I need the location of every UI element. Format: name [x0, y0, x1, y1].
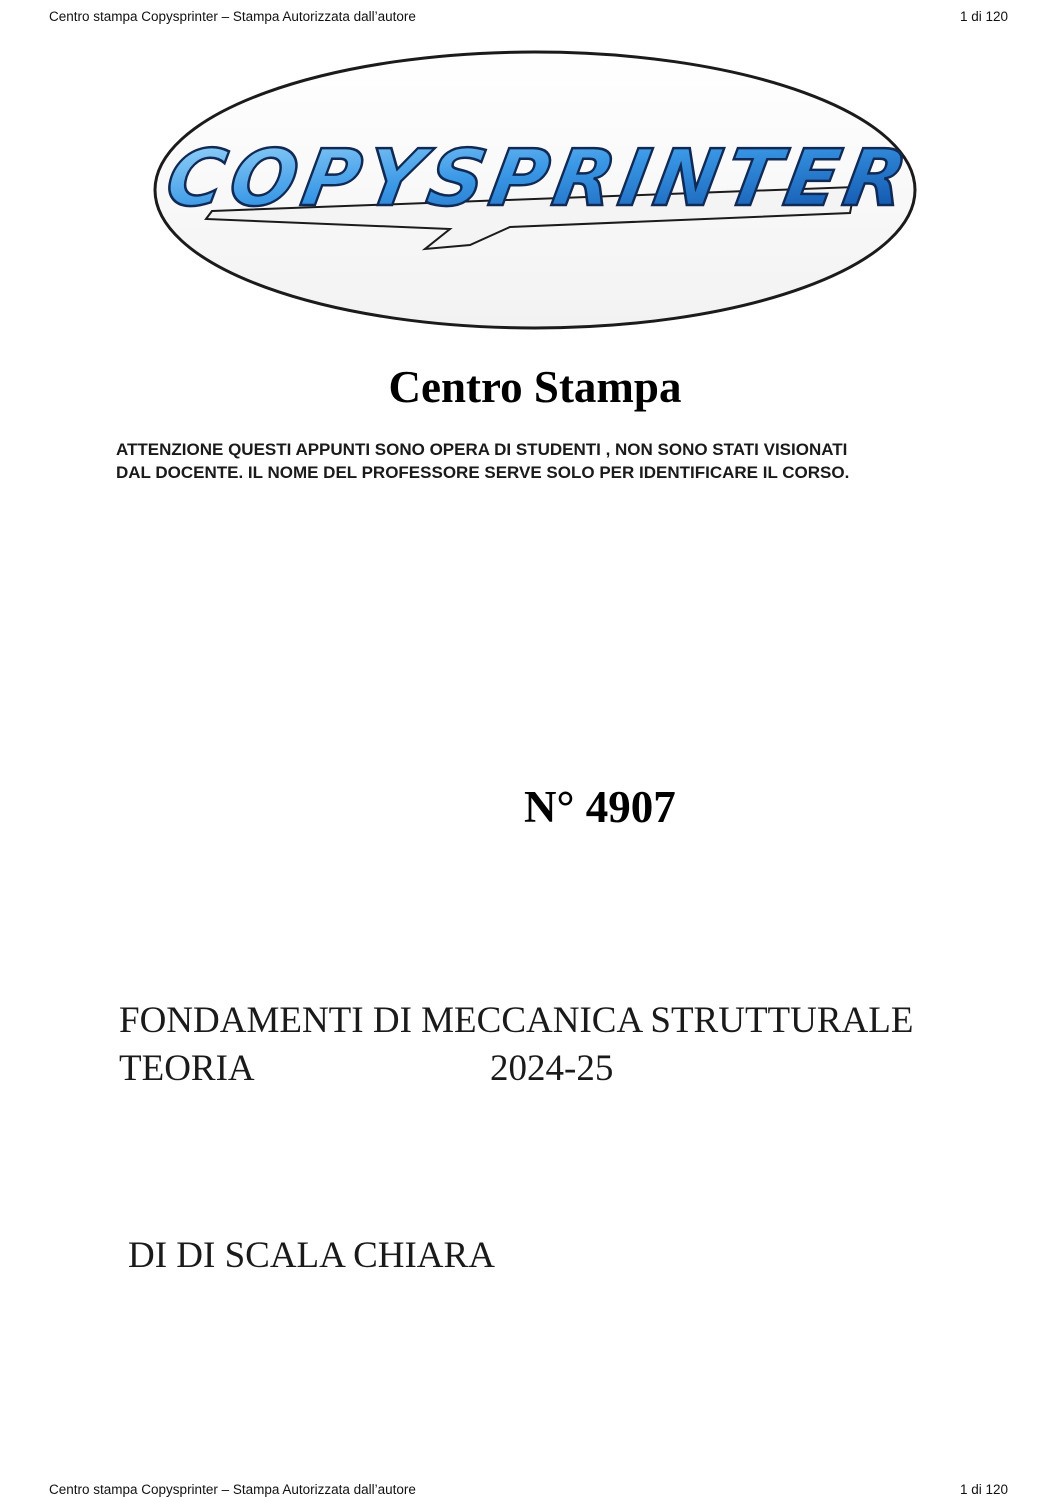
page-header-text: Centro stampa Copysprinter – Stampa Autorizzata dall’autore: [49, 9, 416, 24]
warning-line-2: DAL DOCENTE. IL NOME DEL PROFESSORE SERVE SOLO PER IDENTIFICARE IL CORSO.: [116, 463, 850, 482]
course-type: TEORIA: [119, 1048, 255, 1089]
warning-line-1: ATTENZIONE QUESTI APPUNTI SONO OPERA DI STUDENTI , NON SONO STATI VISIONATI: [116, 440, 848, 459]
page-header-page-number: 1 di 120: [959, 9, 1008, 24]
page-footer-page-number: 1 di 120: [959, 1482, 1008, 1497]
logo-wordmark: COPYSPRINTER: [159, 132, 920, 224]
course-title: FONDAMENTI DI MECCANICA STRUTTURALE: [119, 1000, 914, 1041]
academic-year: 2024-25: [490, 1048, 614, 1089]
author-name: DI DI SCALA CHIARA: [128, 1235, 495, 1276]
center-stampa-title: Centro Stampa: [388, 362, 682, 412]
copysprinter-logo: [150, 45, 920, 335]
page-footer-text: Centro stampa Copysprinter – Stampa Autorizzata dall’autore: [49, 1482, 416, 1497]
student-notes-warning: [116, 438, 849, 484]
document-number: N° 4907: [524, 782, 676, 832]
